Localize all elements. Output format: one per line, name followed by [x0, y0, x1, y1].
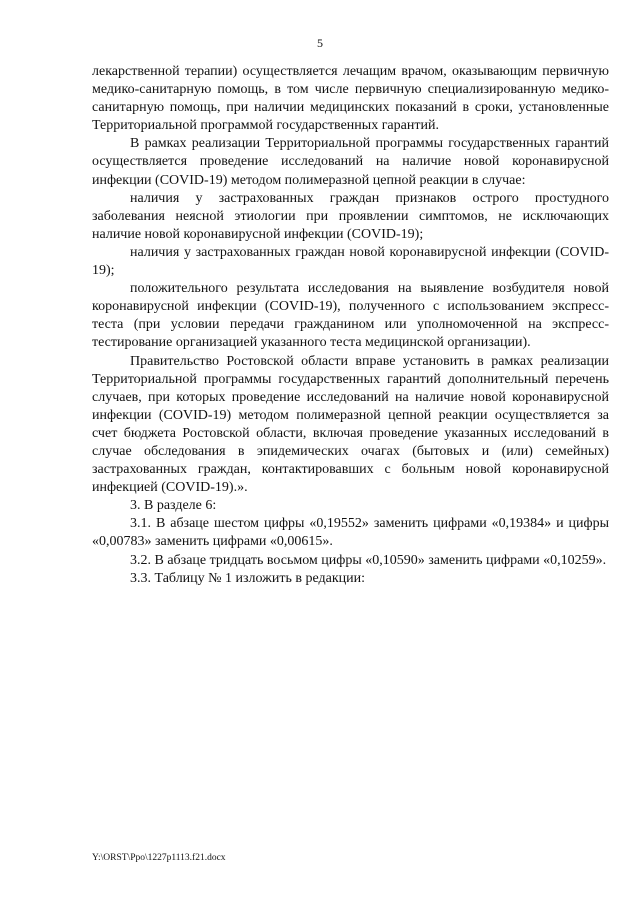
paragraph-case-symptoms: наличия у застрахованных граждан признаков острого простудного заболевания неясной этиологии при проявлении симптомов, не исключающих наличие новой коронавирусной инфекции (COVID-19); [92, 190, 609, 242]
paragraph-item-3-2: 3.2. В абзаце тридцать восьмом цифры «0,10590» заменить цифрами «0,10259». [130, 552, 607, 568]
footer-file-path: Y:\ORST\Ppo\1227p1113.f21.docx [92, 853, 226, 863]
paragraph-section-6-heading: 3. В разделе 6: [130, 498, 217, 514]
paragraph-government-right: Правительство Ростовской области вправе установить в рамках реализации Территориальной программы государственных гарантий дополнительный перечень случаев, при которых проведение исследований на наличие новой коронавирусной инфекции (COVID-19) методом полимеразной цепной реакции осуществляется за счет бюджета Ростовской области, включая проведение указанных исследований в случае обследования в эпидемических очагах (бытовых и (или) семейных) застрахованных граждан, контактировавших с больным новой коронавирусной инфекцией (COVID-19).». [92, 353, 609, 496]
document-body [92, 63, 609, 588]
paragraph-therapy-continuation: лекарственной терапии) осуществляется лечащим врачом, оказывающим первичную медико-санитарную помощь, в том числе первичную специализированную медико-санитарную помощь, при наличии медицинских показаний в сроки, установленные Территориальной программой государственных гарантий. [92, 64, 609, 134]
paragraph-case-infection: наличия у застрахованных граждан новой коронавирусной инфекции (COVID-19); [92, 244, 609, 279]
paragraph-pcr-testing-intro: В рамках реализации Территориальной программы государственных гарантий осуществляется проведение исследований на наличие новой коронавирусной инфекции (COVID-19) методом полимеразной цепной реакции в случае: [92, 136, 609, 188]
page-number: 5 [317, 36, 323, 50]
paragraph-item-3-3: 3.3. Таблицу № 1 изложить в редакции: [130, 570, 365, 586]
paragraph-item-3-1: 3.1. В абзаце шестом цифры «0,19552» заменить цифрами «0,19384» и цифры «0,00783» заменить цифрами «0,00615». [92, 516, 609, 550]
paragraph-case-express-test: положительного результата исследования на выявление возбудителя новой коронавирусной инфекции (COVID-19), полученного с использованием экспресс-теста (при условии передачи гражданином или уполномоченной на экспресс-тестирование организацией указанного теста медицинской организации). [92, 281, 609, 351]
